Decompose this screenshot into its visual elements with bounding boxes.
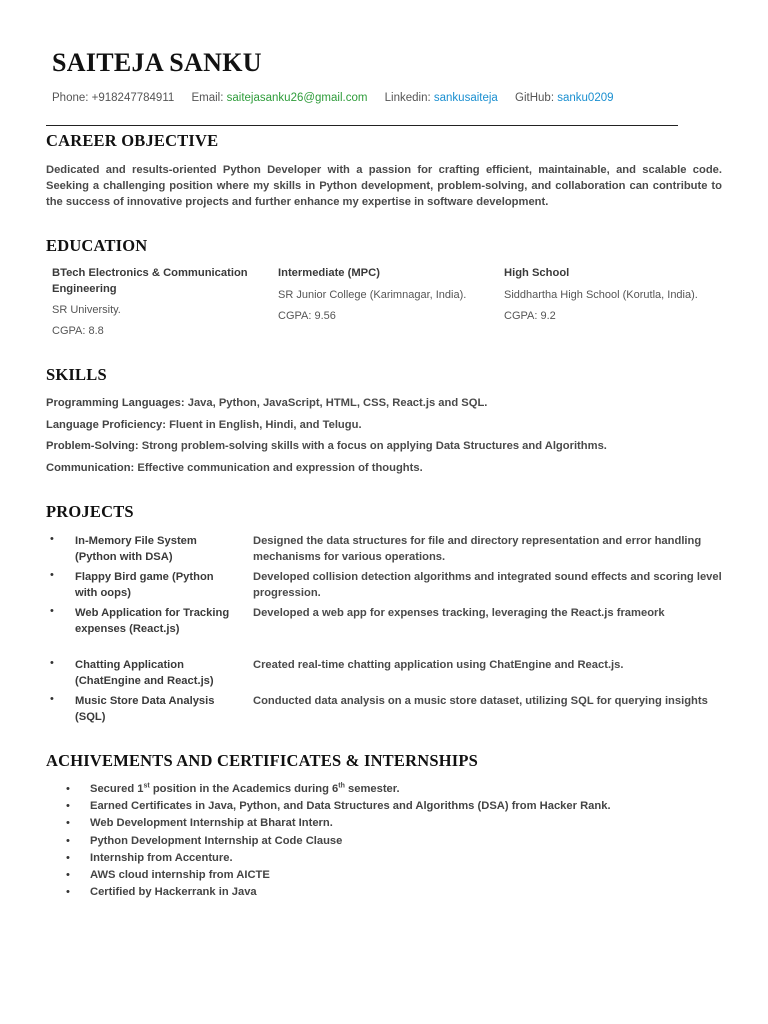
header-divider [46, 125, 678, 126]
skill-value: Strong problem-solving skills with a focus on applying Data Structures and Algorithms. [138, 440, 607, 452]
education-entry [52, 266, 262, 339]
skill-item [46, 417, 736, 439]
skill-item [46, 438, 736, 460]
achievement-item [66, 850, 706, 867]
skill-label: Problem-Solving: [46, 440, 139, 452]
achievement-text-pre: Secured 1 [90, 783, 144, 795]
project-name: In-Memory File System (Python with DSA) [75, 535, 197, 563]
education-institution: SR University. [52, 304, 121, 316]
bullet: • [66, 886, 70, 899]
skill-label: Programming Languages: [46, 397, 185, 409]
skill-value: Effective communication and expression of thoughts. [134, 461, 423, 474]
achievement-text: Certified by Hackerrank in Java [90, 886, 257, 899]
skills-title: SKILLS [46, 365, 107, 384]
project-name: Music Store Data Analysis (SQL) [75, 695, 215, 723]
education-degree: High School [504, 267, 570, 279]
project-name: Web Application for Tracking expenses (React.js) [75, 607, 230, 635]
phone-item [52, 92, 174, 104]
email-link[interactable]: saitejasanku26@gmail.com [226, 92, 368, 104]
bullet: • [50, 657, 54, 669]
skill-value: Java, Python, JavaScript, HTML, CSS, React.js and SQL. [184, 397, 488, 409]
bullet: • [66, 783, 70, 795]
ordinal-suffix: th [338, 782, 345, 790]
email-item [191, 92, 367, 104]
achievement-text: Python Development Internship at Code Clause [90, 834, 343, 847]
education-degree: BTech Electronics & Communication Engineering [52, 267, 248, 295]
project-description: Created real-time chatting application using ChatEngine and React.js. [253, 659, 624, 671]
achievement-text: Earned Certificates in Java, Python, and Data Structures and Algorithms (DSA) from Hacker Rank. [90, 800, 611, 813]
github-label: GitHub: [515, 92, 555, 104]
linkedin-label: Linkedin: [384, 92, 431, 104]
achievement-item [66, 884, 706, 901]
achievement-item [66, 833, 706, 850]
achievement-text: AWS cloud internship from AICTE [90, 868, 270, 881]
objective-text: Dedicated and results-oriented Python Developer with a passion for crafting efficient, maintainable, and scalable code. Seeking a challenging position where my skills in Python development, problem-solving, and collaboration can contribute to the success of innovative projects and further enhance my expertise in software development. [46, 164, 722, 208]
bullet: • [50, 569, 54, 581]
bullet: • [66, 834, 70, 847]
education-gpa: CGPA: 9.56 [278, 309, 336, 322]
education-title: EDUCATION [46, 236, 148, 255]
achievement-text-post: semester. [344, 783, 400, 795]
skill-item [46, 395, 736, 417]
education-gpa: CGPA: 8.8 [52, 325, 104, 337]
email-label: Email: [191, 92, 224, 104]
education-institution: SR Junior College (Karimnagar, India). [278, 288, 467, 301]
achievement-text: Internship from Accenture. [90, 851, 233, 864]
bullet: • [50, 533, 54, 545]
bullet: • [50, 605, 54, 617]
project-description: Conducted data analysis on a music store dataset, utilizing SQL for querying insights [253, 695, 708, 707]
github-item [515, 92, 613, 104]
candidate-name: SAITEJA SANKU [52, 48, 262, 77]
education-gpa: CGPA: 9.2 [504, 309, 556, 322]
phone-value: +918247784911 [91, 92, 175, 104]
project-description: Designed the data structures for file and directory representation and error handling mechanisms for various operations. [253, 535, 702, 563]
achievement-item [66, 867, 706, 884]
achievement-item [66, 815, 706, 832]
project-name: Flappy Bird game (Python with oops) [75, 571, 214, 599]
objective-title: CAREER OBJECTIVE [46, 131, 219, 150]
bullet: • [66, 800, 70, 813]
achievement-text: Web Development Internship at Bharat Intern. [90, 817, 333, 830]
achievements-title: ACHIVEMENTS AND CERTIFICATES & INTERNSHIPS [46, 751, 479, 770]
achievement-item [66, 798, 706, 815]
skill-label: Language Proficiency: [46, 418, 166, 431]
achievement-item [66, 781, 706, 798]
achievements-list [66, 781, 706, 901]
education-entry [504, 266, 734, 324]
github-link[interactable]: sanku0209 [557, 92, 614, 104]
bullet: • [50, 693, 54, 705]
achievement-text-mid: position in the Academics during 6 [149, 783, 339, 795]
linkedin-link[interactable]: sankusaiteja [433, 92, 498, 104]
projects-title: PROJECTS [46, 502, 134, 521]
ordinal-suffix: st [143, 782, 150, 790]
skills-list [46, 395, 736, 481]
bullet: • [66, 851, 70, 864]
skill-label: Communication: [46, 461, 135, 474]
linkedin-item [385, 92, 498, 104]
skill-value: Fluent in English, Hindi, and Telugu. [165, 418, 362, 431]
education-entry [278, 266, 488, 324]
phone-label: Phone: [52, 92, 89, 104]
bullet: • [66, 868, 70, 881]
project-name: Chatting Application (ChatEngine and React.js) [75, 659, 214, 687]
project-description: Developed collision detection algorithms and integrated sound effects and scoring level progression. [253, 571, 722, 599]
project-description: Developed a web app for expenses tracking, leveraging the React.js frameork [253, 607, 665, 619]
education-institution: Siddhartha High School (Korutla, India). [504, 288, 698, 301]
skill-item [46, 460, 736, 482]
bullet: • [66, 817, 70, 830]
contact-line [52, 92, 628, 104]
education-degree: Intermediate (MPC) [278, 267, 380, 279]
